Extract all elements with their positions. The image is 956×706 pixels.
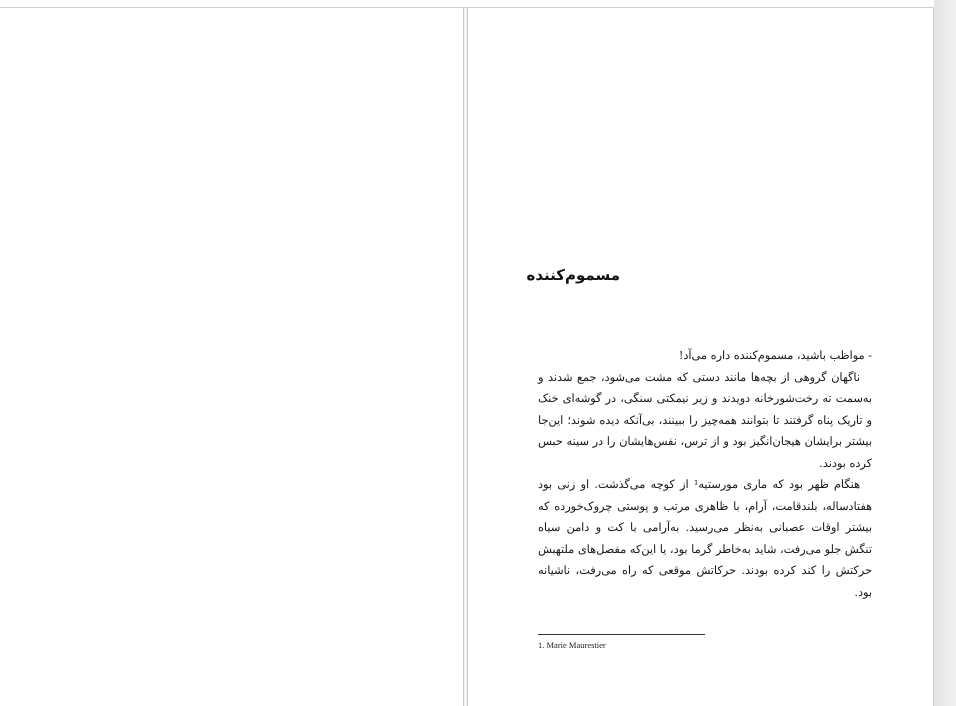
left-page xyxy=(0,8,464,706)
chapter-title: مسموم‌کننده xyxy=(526,266,620,284)
body-text xyxy=(538,345,872,603)
footnote-separator xyxy=(538,634,705,635)
footnote: 1. Marie Maurestier xyxy=(538,640,606,650)
paragraph: - مواظب باشید، مسموم‌کننده داره می‌آد! xyxy=(678,349,872,362)
vertical-scrollbar[interactable] xyxy=(935,0,956,706)
paragraph: ناگهان گروهی از بچه‌ها مانند دستی که مشت می‌شود، جمع شدند و به‌سمت ته رخت‌شورخانه دویدند و زیر نیمکتی سنگی، در گوشه‌ای خنک و تاریک پناه گرفتند تا بتوانند همه‌چیز را ببینند، بی‌آنکه دیده شوند؛ این‌جا بیشتر برایشان هیجان‌انگیز بود و از ترس، نفس‌هایشان را در سینه حبس کرده بودند. xyxy=(538,370,872,470)
paragraph: هنگام ظهر بود که ماری مورستیه¹ از کوچه می‌گذشت. او زنی بود هفتادساله، بلندقامت، آرام، با ظاهری مرتب و پوستی چروک‌خورده که بیشتر اوقات عصبانی به‌نظر می‌رسید. به‌آرامی با کت و دامن سیاه تنگش جلو می‌رفت، شاید به‌خاطر گرما بود، یا این‌که مفصل‌های ملتهبش حرکتش را کند کرده بودند. حرکاتش موقعی که راه می‌رفت، ناشیانه بود. xyxy=(538,478,872,599)
